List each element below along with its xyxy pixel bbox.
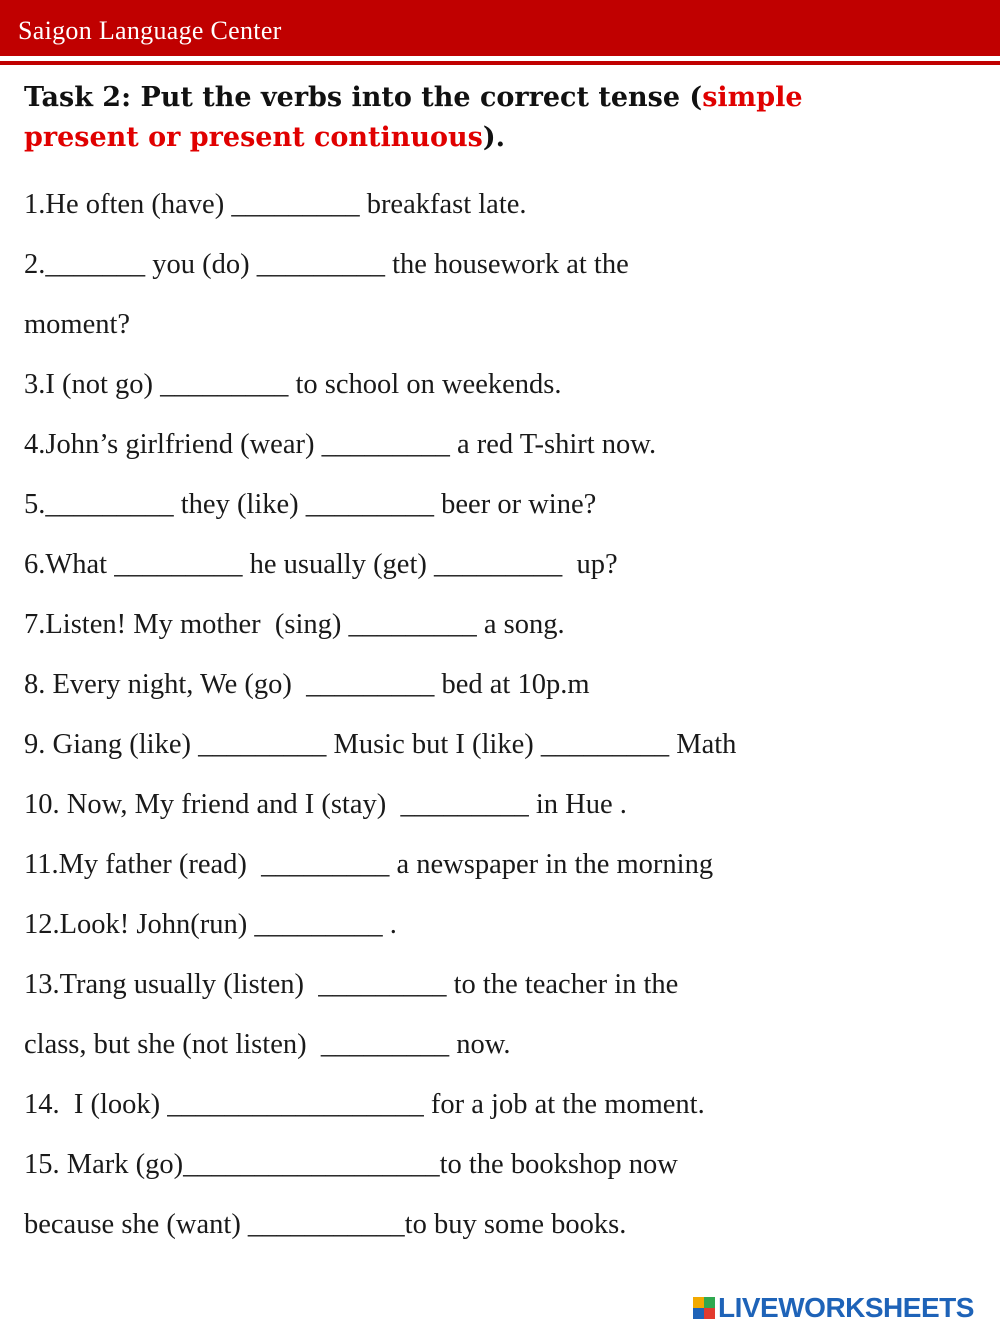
task-title xyxy=(24,78,964,158)
exercise-line: 3.I (not go) _________ to school on weekends. xyxy=(24,369,562,400)
exercise-line: because she (want) ___________to buy some books. xyxy=(24,1209,627,1240)
exercise-line: 14. I (look) __________________ for a job at the moment. xyxy=(24,1089,705,1120)
exercise-line: 6.What _________ he usually (get) _________ up? xyxy=(24,549,618,580)
exercise-list xyxy=(24,175,994,1255)
exercise-line: 4.John’s girlfriend (wear) _________ a red T-shirt now. xyxy=(24,429,657,460)
liveworksheets-watermark xyxy=(693,1292,974,1324)
exercise-line: 10. Now, My friend and I (stay) _________ in Hue . xyxy=(24,789,627,820)
exercise-line: 13.Trang usually (listen) _________ to the teacher in the xyxy=(24,969,679,1000)
exercise-line: 5._________ they (like) _________ beer or wine? xyxy=(24,489,597,520)
header-bar xyxy=(0,0,1000,56)
exercise-line: 7.Listen! My mother (sing) _________ a song. xyxy=(24,609,565,640)
exercise-line: 12.Look! John(run) _________ . xyxy=(24,909,397,940)
exercise-line: 15. Mark (go)__________________to the bookshop now xyxy=(24,1149,678,1180)
exercise-line: 2._______ you (do) _________ the housework at the xyxy=(24,249,629,280)
exercise-line: class, but she (not listen) _________ now. xyxy=(24,1029,511,1060)
task-title-suffix: ). xyxy=(482,122,506,153)
header-title: Saigon Language Center xyxy=(18,16,282,45)
task-title-highlight-1: simple xyxy=(702,82,803,113)
exercise-line: 8. Every night, We (go) _________ bed at 10p.m xyxy=(24,669,590,700)
exercise-line: 11.My father (read) _________ a newspaper in the morning xyxy=(24,849,714,880)
watermark-text: LIVEWORKSHEETS xyxy=(718,1292,974,1323)
task-title-prefix: Task 2: Put the verbs into the correct tense ( xyxy=(24,82,703,113)
task-title-highlight-2: present or present continuous xyxy=(24,122,483,153)
exercise-line: 9. Giang (like) _________ Music but I (like) _________ Math xyxy=(24,729,737,760)
liveworksheets-logo-icon xyxy=(693,1297,715,1319)
header-divider xyxy=(0,61,1000,65)
exercise-line: 1.He often (have) _________ breakfast late. xyxy=(24,189,527,220)
exercise-line: moment? xyxy=(24,309,131,340)
